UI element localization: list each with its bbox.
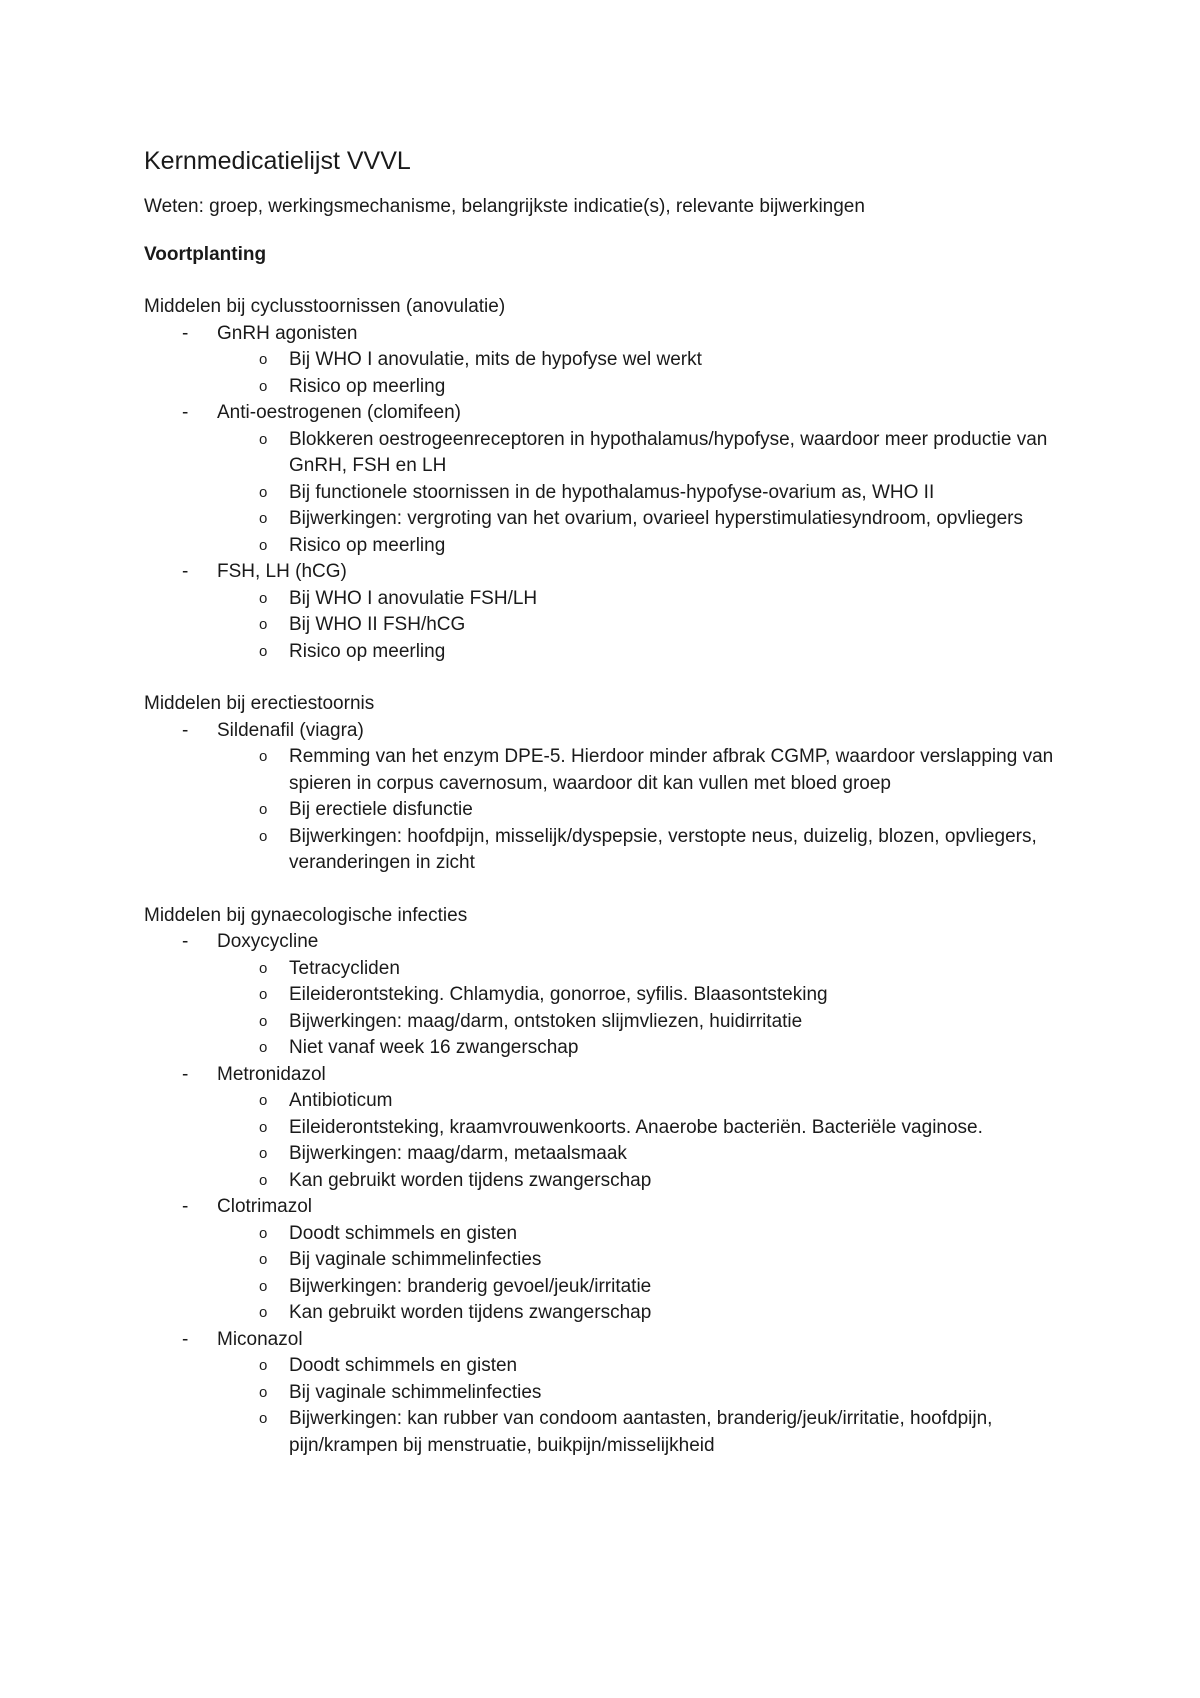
point-text: Niet vanaf week 16 zwangerschap <box>289 1037 579 1058</box>
drug-item <box>144 559 1074 665</box>
drug-line <box>144 1062 1074 1089</box>
circle-bullet-icon: o <box>259 1277 268 1295</box>
circle-bullet-icon: o <box>259 430 268 448</box>
circle-bullet-icon: o <box>259 1304 268 1321</box>
drug-points <box>144 956 1074 1062</box>
drug-list <box>144 718 1074 877</box>
list-item <box>255 1009 1074 1036</box>
dash-bullet: - <box>182 402 189 423</box>
drug-line <box>144 400 1074 427</box>
point-text: Bijwerkingen: branderig gevoel/jeuk/irritatie <box>289 1275 652 1297</box>
drug-points <box>144 427 1074 560</box>
point-text: Bijwerkingen: hoofdpijn, misselijk/dyspepsie, verstopte neus, duizelig, blozen, opvliegers, veranderingen in zicht <box>289 825 1037 873</box>
list-item <box>255 480 1074 507</box>
list-item <box>255 1168 1074 1195</box>
circle-bullet-icon: o <box>259 1383 268 1401</box>
point-text: Bij erectiele disfunctie <box>289 799 473 820</box>
point-text: Bij vaginale schimmelinfecties <box>289 1381 542 1403</box>
point-text: Blokkeren oestrogeenreceptoren in hypothalamus/hypofyse, waardoor meer productie van GnRH, FSH en LH <box>289 428 1048 476</box>
list-item <box>255 586 1074 613</box>
point-text: Bij WHO II FSH/hCG <box>289 614 466 635</box>
dash-bullet: - <box>182 719 189 741</box>
circle-bullet-icon: o <box>259 1145 268 1162</box>
circle-bullet-icon: o <box>259 1092 268 1109</box>
drug-points <box>144 1353 1074 1459</box>
document-title: Kernmedicatielijst VVVL <box>144 147 411 175</box>
drug-name: Doxycycline <box>217 931 319 952</box>
drug-line <box>144 718 1074 745</box>
section-heading: Voortplanting <box>144 244 267 265</box>
drug-name: Clotrimazol <box>217 1196 313 1217</box>
group-title: Middelen bij cyclusstoornissen (anovulatie) <box>144 296 506 317</box>
list-item <box>255 1406 1074 1459</box>
list-item <box>255 797 1074 824</box>
point-text: Risico op meerling <box>289 375 446 397</box>
point-text: Kan gebruikt worden tijdens zwangerschap <box>289 1302 652 1323</box>
dash-bullet: - <box>182 561 189 582</box>
point-text: Bijwerkingen: maag/darm, ontstoken slijmvliezen, huidirritatie <box>289 1010 803 1032</box>
circle-bullet-icon: o <box>259 1118 268 1136</box>
drug-item <box>144 1327 1074 1460</box>
list-item <box>255 374 1074 401</box>
circle-bullet-icon: o <box>259 483 268 501</box>
list-item <box>255 1380 1074 1407</box>
drug-line <box>144 1194 1074 1221</box>
drug-item <box>144 1194 1074 1327</box>
circle-bullet-icon: o <box>259 589 268 607</box>
point-text: Bijwerkingen: kan rubber van condoom aantasten, branderig/jeuk/irritatie, hoofdpijn, pijn/krampen bij menstruatie, buikpijn/misselijkheid <box>289 1408 993 1456</box>
drug-name: Sildenafil (viagra) <box>217 719 364 741</box>
drug-line <box>144 321 1074 348</box>
drug-list <box>144 321 1074 666</box>
point-text: Bij WHO I anovulatie FSH/LH <box>289 587 538 609</box>
document-page <box>144 146 1074 1485</box>
drug-points <box>144 1221 1074 1327</box>
point-text: Eileiderontsteking, kraamvrouwenkoorts. Anaerobe bacteriën. Bacteriële vaginose. <box>289 1116 983 1138</box>
list-item <box>255 744 1074 797</box>
point-text: Remming van het enzym DPE-5. Hierdoor minder afbrak CGMP, waardoor verslapping van spieren in corpus cavernosum, waardoor dit kan vullen met bloed groep <box>289 746 1054 794</box>
circle-bullet-icon: o <box>259 616 268 633</box>
circle-bullet-icon: o <box>259 1012 268 1030</box>
list-item <box>255 427 1074 480</box>
circle-bullet-icon: o <box>259 1039 268 1056</box>
list-item <box>255 639 1074 666</box>
circle-bullet-icon: o <box>259 1224 268 1242</box>
point-text: Risico op meerling <box>289 534 446 556</box>
circle-bullet-icon: o <box>259 377 268 395</box>
drug-points <box>144 744 1074 877</box>
drug-points <box>144 1088 1074 1194</box>
circle-bullet-icon: o <box>259 801 268 818</box>
drug-line <box>144 1327 1074 1354</box>
list-item <box>255 1300 1074 1327</box>
drug-points <box>144 586 1074 666</box>
circle-bullet-icon: o <box>259 1410 268 1427</box>
drug-name: FSH, LH (hCG) <box>217 561 347 582</box>
medication-group <box>144 691 1074 877</box>
drug-points <box>144 347 1074 400</box>
list-item <box>255 347 1074 374</box>
drug-item <box>144 929 1074 1062</box>
list-item <box>255 824 1074 877</box>
list-item <box>255 1274 1074 1301</box>
dash-bullet: - <box>182 1196 189 1217</box>
dash-bullet: - <box>182 1328 189 1350</box>
list-item <box>255 1088 1074 1115</box>
list-item <box>255 533 1074 560</box>
circle-bullet-icon: o <box>259 986 268 1003</box>
list-item <box>255 982 1074 1009</box>
point-text: Tetracycliden <box>289 957 400 979</box>
drug-item <box>144 321 1074 401</box>
circle-bullet-icon: o <box>259 1357 268 1374</box>
dash-bullet: - <box>182 1063 189 1085</box>
dash-bullet: - <box>182 322 189 344</box>
drug-item <box>144 718 1074 877</box>
circle-bullet-icon: o <box>259 642 268 660</box>
dash-bullet: - <box>182 931 189 952</box>
drug-item <box>144 1062 1074 1195</box>
point-text: Eileiderontsteking. Chlamydia, gonorroe, syfilis. Blaasontsteking <box>289 984 828 1005</box>
list-item <box>255 1035 1074 1062</box>
point-text: Bij functionele stoornissen in de hypothalamus-hypofyse-ovarium as, WHO II <box>289 481 935 503</box>
list-item <box>255 1221 1074 1248</box>
circle-bullet-icon: o <box>259 748 268 765</box>
circle-bullet-icon: o <box>259 1171 268 1189</box>
medication-group <box>144 294 1074 665</box>
drug-name: Anti-oestrogenen (clomifeen) <box>217 402 461 423</box>
drug-name: Metronidazol <box>217 1063 326 1085</box>
circle-bullet-icon: o <box>259 1251 268 1268</box>
circle-bullet-icon: o <box>259 510 268 527</box>
drug-list <box>144 929 1074 1459</box>
group-title: Middelen bij erectiestoornis <box>144 693 375 714</box>
drug-line <box>144 559 1074 586</box>
drug-line <box>144 929 1074 956</box>
point-text: Bijwerkingen: vergroting van het ovarium, ovarieel hyperstimulatiesyndroom, opvliegers <box>289 508 1023 529</box>
point-text: Risico op meerling <box>289 640 446 662</box>
list-item <box>255 612 1074 639</box>
point-text: Bij WHO I anovulatie, mits de hypofyse wel werkt <box>289 349 702 370</box>
list-item <box>255 956 1074 983</box>
point-text: Antibioticum <box>289 1090 393 1111</box>
group-title: Middelen bij gynaecologische infecties <box>144 904 468 926</box>
drug-name: Miconazol <box>217 1328 303 1350</box>
point-text: Doodt schimmels en gisten <box>289 1222 518 1244</box>
list-item <box>255 1353 1074 1380</box>
document-subtitle: Weten: groep, werkingsmechanisme, belangrijkste indicatie(s), relevante bijwerkingen <box>144 196 865 217</box>
circle-bullet-icon: o <box>259 827 268 845</box>
list-item <box>255 1115 1074 1142</box>
medication-groups <box>144 294 1074 1459</box>
drug-name: GnRH agonisten <box>217 322 358 344</box>
circle-bullet-icon: o <box>259 959 268 977</box>
point-text: Kan gebruikt worden tijdens zwangerschap <box>289 1169 652 1191</box>
circle-bullet-icon: o <box>259 536 268 554</box>
medication-group <box>144 903 1074 1460</box>
point-text: Bijwerkingen: maag/darm, metaalsmaak <box>289 1143 627 1164</box>
list-item <box>255 1247 1074 1274</box>
point-text: Doodt schimmels en gisten <box>289 1355 518 1376</box>
circle-bullet-icon: o <box>259 351 268 368</box>
list-item <box>255 1141 1074 1168</box>
list-item <box>255 506 1074 533</box>
drug-item <box>144 400 1074 559</box>
point-text: Bij vaginale schimmelinfecties <box>289 1249 542 1270</box>
